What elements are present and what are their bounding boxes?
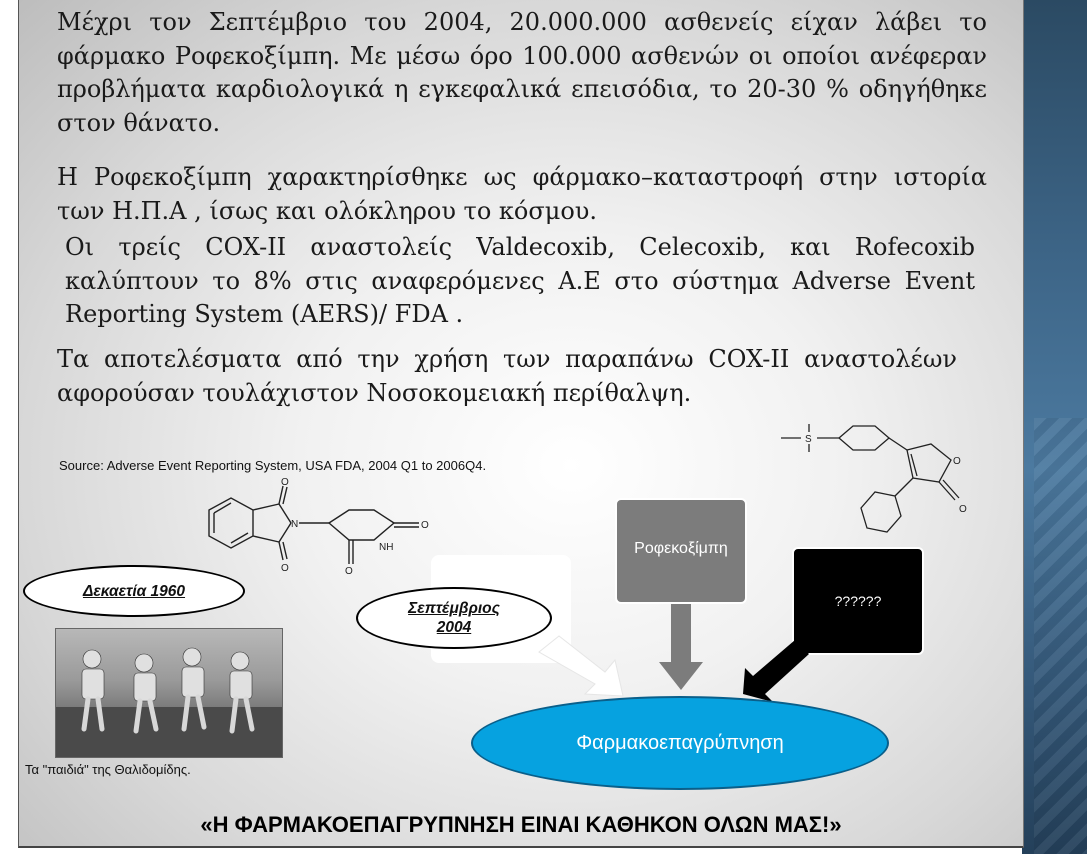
paragraph-hospital-care: Τα αποτελέσματα από την χρήση των παραπάνω COX-II αναστολέων αφορούσαν τουλάχιστον Νοσοκομειακή περίθαλψη. — [57, 345, 957, 407]
nh-label: NH — [379, 542, 394, 553]
oxygen-label: O — [281, 563, 289, 574]
oxygen-label: O — [959, 504, 967, 515]
paragraph-cox2-inhibitors: Οι τρείς COX-II αναστολείς Valdecoxib, Celecoxib, και Rofecoxib καλύπτουν το 8% στις αναφερόμενες Α.Ε στο σύστημα Adverse Event Reporting System (AERS)/ FDA . — [65, 233, 975, 328]
thalidomide-children-photo — [55, 628, 283, 758]
september-2004-label: Σεπτέμβριος 2004 — [408, 600, 500, 636]
rofecoxib-box-label: Ροφεκοξίμπη — [634, 540, 728, 557]
sulfur-label: S — [805, 434, 812, 445]
oxygen-label: O — [953, 456, 961, 467]
photo-caption: Τα "παιδιά" της Θαλιδομίδης. — [25, 762, 191, 777]
slogan: «Η ΦΑΡΜΑΚΟΕΠΑΓΡΥΠΝΗΣΗ ΕΙΝΑΙ ΚΑΘΗΚΟΝ ΟΛΩΝ ΜΑΣ!» — [200, 812, 842, 837]
children-photo-image — [56, 629, 282, 757]
oxygen-label: O — [281, 477, 289, 488]
pharmacovigilance-ellipse — [471, 696, 889, 790]
nitrogen-label: N — [291, 519, 299, 530]
slide — [18, 0, 1024, 848]
pharmacovigilance-label: Φαρμακοεπαγρύπνηση — [576, 731, 784, 754]
unknown-box-label: ?????? — [834, 593, 882, 609]
side-decoration-panel — [1022, 0, 1087, 854]
september-2004-ellipse — [356, 587, 552, 649]
grey-arrow — [659, 604, 703, 690]
paragraph-rofecoxib-disaster: Η Ροφεκοξίμπη χαρακτηρίσθηκε ως φάρμακο–καταστροφή στην ιστορία των Η.Π.Α , ίσως και ολόκληρου το κόσμου. — [57, 163, 987, 225]
decade-1960-label: Δεκαετία 1960 — [82, 582, 186, 600]
black-arrow — [743, 640, 809, 702]
decade-1960-ellipse — [23, 565, 245, 617]
source-citation: Source: Adverse Event Reporting System, USA FDA, 2004 Q1 to 2006Q4. — [59, 458, 487, 473]
white-arrow — [539, 636, 623, 696]
paragraph-rofecoxib-patients: Μέχρι τον Σεπτέμβριο του 2004, 20.000.000 ασθενείς είχαν λάβει το φάρμακο Ροφεκοξίμπη. Με μέσω όρο 100.000 ασθενών οι οποίοι ανέφεραν προβλήματα καρδιολογικά η εγκεφαλικά επεισόδια, το 20-30 % οδηγήθηκε στον θάνατο. — [57, 8, 987, 137]
oxygen-label: O — [421, 520, 429, 531]
oxygen-label: O — [345, 566, 353, 577]
